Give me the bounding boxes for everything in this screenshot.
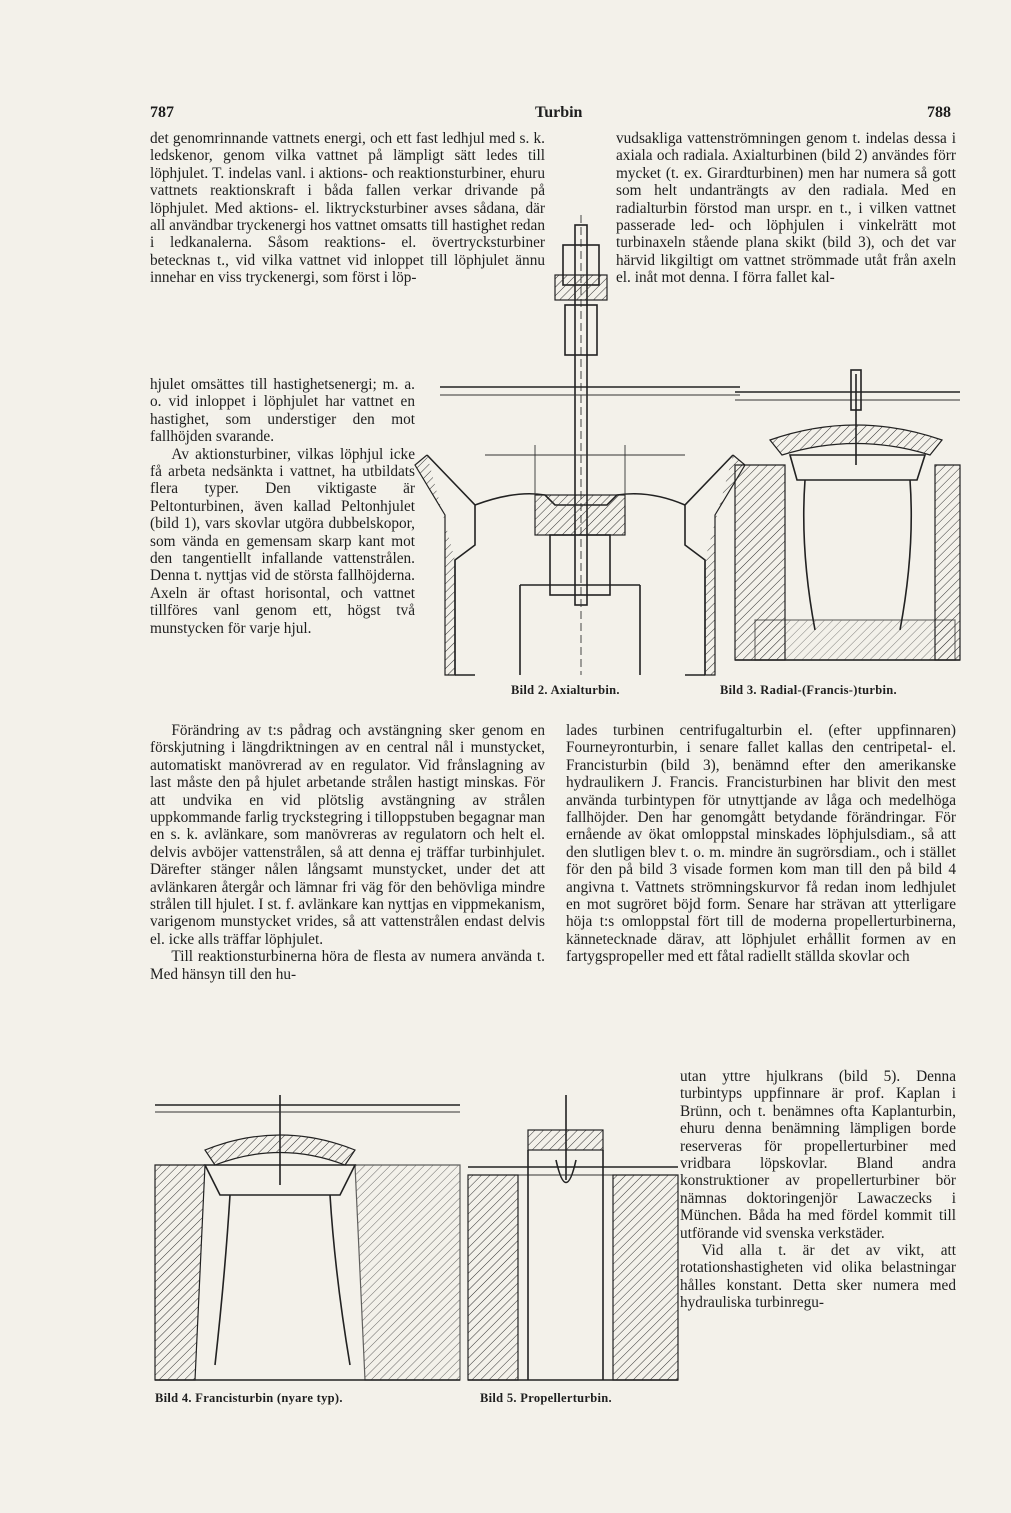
paragraph: hjulet omsättes till hastighetsenergi; m. a. o. vid inloppet i löphjulet har vattnet en hastighet, som understiger den mot fallhöjden svarande. (150, 376, 415, 446)
paragraph: lades turbinen centrifugalturbin el. (efter uppfinnaren) Fourneyronturbin, i senare fallet kallas den centripetal- el. Francisturbin (bild 3), benämnd efter den amerikanske hydraulikern J. Francis. Francisturbinen har blivit den mest använda turbintypen för utnyttjande av låga och medelhöga fallhöjder. Den har genomgått betydande förändringar. För ernående av ökat omloppstal minskades löphjulsdiam., så att den slutligen blev t. o. m. mindre än sugrörsdiam., och i stället för den på bild 3 visade formen kom man till den på bild 4 angivna t. Vattnets strömningskurvor få redan inom ledhjulet en mot sugröret böjd form. Senare har strävan att ytterligare höja t:s omloppstal fört till de moderna propellerturbinerna, kännetecknade därav, att löphjulet erhållit formen av en fartygspropeller med ett fåtal radiellt ställda skovlar och (566, 722, 956, 966)
caption-bild-3: Bild 3. Radial-(Francis-)turbin. (720, 683, 897, 697)
page-number-left: 787 (150, 104, 174, 121)
paragraph: det genomrinnande vattnets energi, och ett fast ledhjul med s. k. ledskenor, genom vilka vattnet på lämpligt sätt ledes till löphjulet. T. indelas vanl. i aktions- och reaktionsturbiner, ehuru vattnets reaktionskraft i båda fallen verkar drivande på löphjulet. Med aktions- el. liktrycksturbiner avses sådana, där all användbar tryckenergi hos vattnet omsatts till hastighet redan i ledkanalerna. Såsom reaktions- el. övertrycksturbiner betecknas t., vid vilka vattnet vid inloppet till löphjulet ännu innehar en viss tryckenergi, som först i löp- (150, 130, 545, 287)
left-column-paragraph-3 (150, 722, 545, 983)
caption-bild-4: Bild 4. Francisturbin (nyare typ). (155, 1391, 343, 1405)
bild-5-propeller-turbine-illustration (468, 1095, 678, 1380)
bild-2-axialturbin-illustration (415, 215, 745, 680)
bild-4-francis-turbine-illustration (155, 1095, 460, 1380)
running-title: Turbin (535, 104, 583, 121)
paragraph: vudsakliga vattenströmningen genom t. indelas dessa i axiala och radiala. Axialturbinen (bild 2) användes förr mycket (t. ex. Girardturbinen) men har numera så gott som helt undanträngts av den radiala. Med en radialturbin förstod man urspr. en t., i vilken vattnet passerade led- och löphjulen i vinkelrätt mot turbinaxeln stående plana skikt (bild 3), och det var härvid likgiltigt om vattnet strömmade utåt från axeln el. inåt mot denna. I förra fallet kal- (616, 130, 956, 287)
paragraph: Av aktionsturbiner, vilkas löphjul icke få arbeta nedsänkta i vattnet, ha utbildats flera typer. Den viktigaste är Peltonturbinen, även kallad Peltonhjulet (bild 1), vars skovlar utgöra dubbelskopor, som vända en gemensam skarp kant mot den tangentiellt infallande vattenstrålen. Denna t. nyttjas vid de största fallhöjderna. Axeln är oftast horisontal, och vattnet tillföres vanl genom ett, högst två munstycken för varje hjul. (150, 445, 415, 637)
right-column-narrow-block (680, 1068, 956, 1312)
left-column-narrow-block (150, 376, 415, 637)
bild-3-francis-turbine-illustration (735, 370, 960, 670)
paragraph: Vid alla t. är det av vikt, att rotationshastigheten vid olika belastningar hålles konstant. Detta sker numera med hydrauliska turbinregu- (680, 1242, 956, 1312)
page-number-right: 788 (927, 104, 951, 121)
caption-bild-2: Bild 2. Axialturbin. (511, 683, 620, 697)
paragraph: utan yttre hjulkrans (bild 5). Denna turbintyps uppfinnare är prof. Kaplan i Brünn, och t. benämnes ofta Kaplanturbin, ehuru denna benämning lämpligen borde reserveras för propellerturbiner med vridbara löpskovlar. Bland andra konstruktioner av propellerturbiner bör nämnas doktoringenjör Lawaczecks i München. Båda ha med fördel kommit till utförande vid svenska verkstäder. (680, 1068, 956, 1242)
right-column-paragraph-2 (566, 722, 956, 966)
paragraph: Förändring av t:s pådrag och avstängning sker genom en förskjutning i längdriktningen av en central nål i munstycket, automatiskt manövrerad av en regulator. Vid frånslagning av last måste den på hjulet arbetande strålen hastigt minskas. För att undvika en vid plötslig avstängning av strålen uppkommande farlig tryckstegring i tilloppstuben begagnar man en s. k. avlänkare, som manövreras av regulatorn och helt el. delvis avböjer vattenstrålen, så att denna ej träffar turbinhjulet. Därefter stänger nålen långsamt munstycket, under det att avlänkaren återgår och lämnar fri väg för den behövliga mindre strålen till hjulet. I st. f. avlänkare kan nyttjas en vippmekanism, varigenom munstycket vrides, så att vattenstrålen endast delvis el. icke alls träffar löphjulet. (150, 722, 545, 948)
paragraph: Till reaktionsturbinerna höra de flesta av numera använda t. Med hänsyn till den hu- (150, 948, 545, 983)
caption-bild-5: Bild 5. Propellerturbin. (480, 1391, 612, 1405)
